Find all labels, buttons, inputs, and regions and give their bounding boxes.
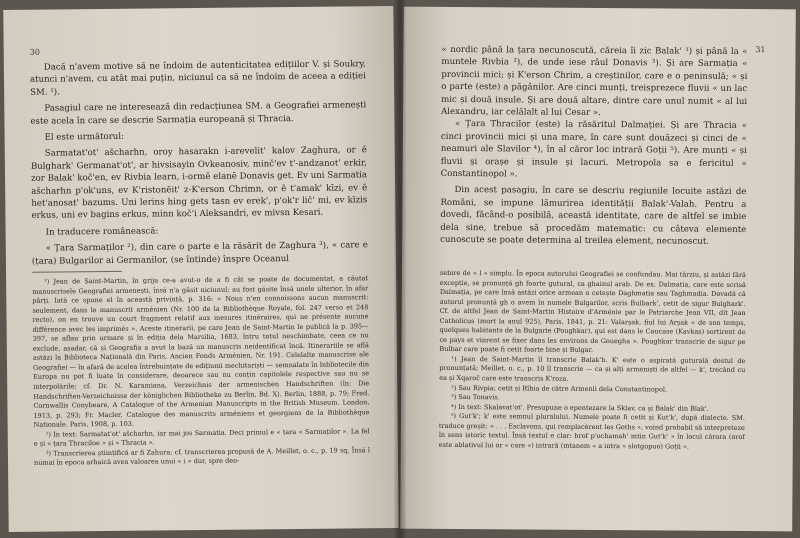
paragraph: Din acest pasagiu, în care se descriu regiunile locuite astăzi de Români, se impune lămurirea identității Balak'-Valah. Pentru a dovedi, făcând-o posibilă, această identitate, care de altfel se imbie dela sine, trebue să procedăm matematic: cu câteva elemente cunoscute se poate determina al treilea element, necunoscut. [440, 185, 747, 247]
footnote: ⁵) Gut'k'; k' este semnul pluralului. Numele poate fi cetit și Kut'k', după dialecte. SM. traduce greșit: « . . . Esclavons, qui remplacèrent les Goths », voind probabil să interpreteze în sens istoric textul. Însă textul e clar: hrof p'ochamah' mtin Gut'k' » în locul cărora (orof este ablativul lui or « care ») intrară (mtanem « a intra » slotgopuo) Goții ». [438, 412, 745, 451]
footnote: ⁴) In text: Skalavat'ot'. Presupune o epentezare la Sklav, ca și Balak' din Blak'. [451, 402, 709, 413]
translation-quote: « Țara Thracilor (este) la răsăritul Dalmației. Și are Thracia « cinci provincii mici și una mare, în care sunt douăzeci și cinci de « neamuri ale Slavilor ⁴), în al căror loc intrară Goții ⁵). Are munți « și fluvii și orașe și insule și lacuri. Metropola sa e fericitul « Constantinopol ». [440, 119, 748, 180]
paragraph: In traducere românească: [45, 226, 159, 238]
footnote-continuation: sebire de « l » simplu. În epoca autorului Geografiei se confundau. Mai târziu, și astăzi fără excepție, se pronunță gh foarte gutural, ca ghainul arab. De ex. Dalmatia, care este scrisă Dalmația, pe care însă astăzi orice armean o cetește Daghmatia sau Taghmadia. Dovadă că autorul pronunță gh o avem în numele Bulgarilor, scris Bulbark', cetit de sigur Bulghark'. Cf. de altfel Jean de Saint-Martin Histoire d'Arménie par le Patriarche Jean VII, dit Jean Catholicus (mort la anul 925), Paris, 1841, p. 21: Valarșak, fiul lui Arșak « de son temps, quelques habitants de la Bulgarie (Poughkar), qui est dans le Caucase (Kavkas) sortirent de ce pays et vinrent se fixer dans les environs de Gouegha ». Poughkar transcrie de sigur pe Bulbar care poate fi cetit foarte bine și Bulgar. [439, 268, 746, 355]
left-page-footnotes [32, 274, 370, 468]
footnote: ¹) Jean de Saint-Martin îl transcrie Balak'h. K' este o aspirată guturală destul de pronunțată; Meillet, o. c., p. 10 îl transcrie — ca și alți armeniști de altfel — k', trecând cu ea și Xqaroč care este transcris K'roza. [439, 354, 746, 383]
footnote-divider [32, 271, 122, 273]
book-gutter [394, 0, 406, 538]
translation-quote: « nordic până la țara necunoscută, căreia îi zic Balak' ¹) și până la « muntele Rivbia ²), de unde iese râul Donavis ³). Și are Sarmația « provincii mici; și K'erson Chrim, a creștinilor, care e o peninsulă; « și o parte (este) a păgânilor. Are cinci munți, treisprezece fluvii « un lac mic și două insule. Și are două altare, dintre care unul numit « al lui Alexandru, iar celălalt al lui Cesar ». [441, 44, 748, 119]
paragraph: El este următorul: [44, 131, 125, 143]
footnote: ³) Sau Tonavis. [451, 393, 500, 402]
translation-quote: « Țara Sarmaților ²), din care o parte e la răsărit de Zaghura ³), « care e (țara) Bulgarilor ai Germanilor, (se întinde) înspre Oceanul [31, 240, 368, 267]
left-page-body [30, 58, 368, 268]
armenian-transliteration: Sarmatat'ot' ašcharhn, oroy hasarakn i-arevelit' kalov Zaghura, or ē Bulghark' Germanat'ot', ar hivsisayin Ovkeanosiv, minč'ev t'-andzanot' erkir, zor Balak' koč'en, ev Rivbia learn, i-ormē elanē Donavis get. Ev uni Sarmatia ašcharhn p'ok'uns, ev K'ristonēit' z-K'erson Chrimn, or ē t'amak' kīzi, ev ē het'anosat' bazums. Uni lerins hing gets tasn ev erek', p'ok'r lič' mi, ev kīzis erkus, uni ev bagins erkus, minn koč'i Aleksandri, ev mivsn Kesari. [30, 145, 368, 222]
page-number-right: 31 [755, 45, 766, 55]
footnote: ¹) Jean de Saint-Martin, în grija ce-a avut-o de a fi cât se poate de documentat, a căutat manuscrisele Geografiei armenești, însă n'a găsit niciunul; au fost găsite însă unele ulterior, în afar pârți. Iată ce spune el în această privință, p. 316: « Nous n'en connoissons aucun manuscrit: seulement, dans le manuscrit arménien (Nr. 100 de la Bibliothèque Royale, fol. 247 verso et 248 recto), on en trouve un court fragment relatif aux mesures itinéraires, qui ne présente aucune différence avec les imprimés ». Aceste itinerarii, pe care Jean de Saint-Martin le publică la p. 395—397, se aflau prin urmare și în ediția dela Marsilia, 1683, întru totul neschimbate, ceea ce nu exclude, așadar, că și Geografia a avut la bază un manuscris neidentificat încă. Itinerariile se află astăzi la Biblioteca Națională din Paris, Ancien Fonds Arménien, Nr. 191. Celelalte manuscrise ale Geografiei — în afară de acelea întrebuințate de edițiunii mechitariști — semnalate în bibliotecile din Europa nu pot fi luate în considerare, deoarece sau nu conțin capitolele respective sau nu se interpolările; cf. Dr. N. Karamiana, Verzeichnis der armenischen Handschriften (în: Die Handschriften-Verzeichnisse der königlichen Bibliotheke zu Berlin, Bd. X). Berlin, 1888, p. 79; Fred. Cornwallis Conybeare, A Catalogue of the Armenian Manuscripts in the British Museum. London, 1913, p. 293; Fr. Macler, Catalogue des manuscrits arméniens et georgiens de la Bibliothèque Nationale. Paris, 1908, p. 103. [32, 274, 370, 429]
right-page-body [440, 44, 747, 249]
right-page-footnotes [439, 269, 746, 453]
left-page [3, 6, 398, 532]
footnote: ²) Sau Rivpia; cetit și Rîbia de către Armenii dela Constantinopol. [451, 383, 668, 394]
footnote: ³) Transcrierea științifică ar fi Zahura; cf. transcrierea propusă de A. Meillet, o. c., p. 19 sq. Însă î numai în epoca arhaică avea valoarea unui « i » dur, spre deo- [33, 446, 370, 468]
footnote: ²) In text: Sarmatat'ot' ašcharhn, iar mai jos Sarmatia. Deci primul e « țara « Sarmaților ». La fel e și « țara Thraciloe » și « Thracia ». [33, 426, 370, 449]
page-number-left: 30 [29, 47, 40, 57]
right-page [400, 7, 796, 532]
paragraph: Dacă n'avem motive să ne îndoim de autenticitatea edițiilor V. și Soukry, atunci n'avem, cu atât mai puțin, niciunul ca să ne îndoim de aceea a ediției SM. ¹). [29, 59, 367, 98]
paragraph: Pasagiul care ne interesează din redacțiunea SM. a Geografiei armenești este acela în care se descrie Sarmația europeană și Thracia. [30, 100, 367, 127]
